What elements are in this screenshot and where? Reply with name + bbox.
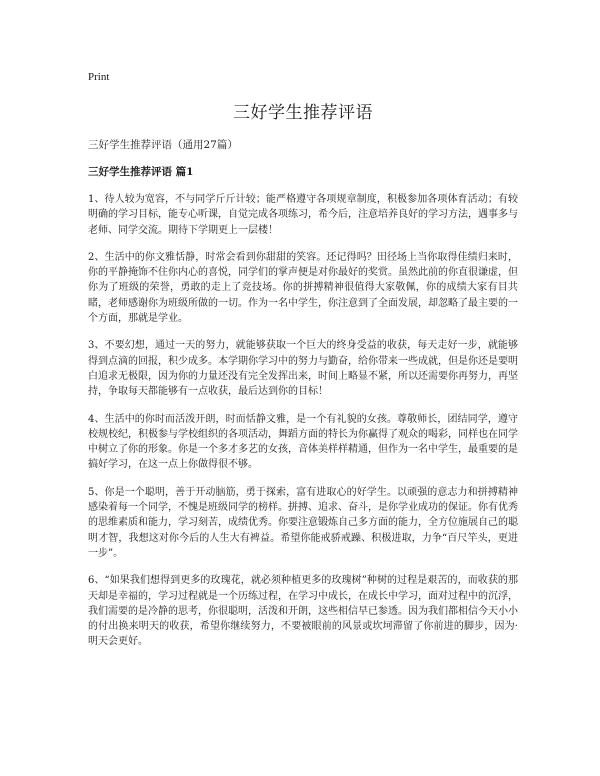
paragraph-4: 4、生活中的你时而活泼开朗，时而恬静文雅，是一个有礼貌的女孩。尊敬师长，团结同学，遵守校规校纪，积极参与学校组织的各项活动，舞蹈方面的特长为你赢得了观众的喝彩，同样也在同学中树立了你的形象。你是一个多才多艺的女孩，音体美样样精通，但作为一名中学生，最重要的是搞好学习，在这一点上你做得很不够。 — [88, 413, 518, 471]
document-subtitle: 三好学生推荐评语（通用27篇） — [88, 139, 238, 151]
document-page — [88, 70, 518, 662]
paragraph-1: 1、待人较为宽容，不与同学斤斤计较；能严格遵守各项规章制度，积极参加各项体育活动；有较明确的学习目标，能专心听课，自觉完成各项练习，希今后，注意培养良好的学习方法，遇事多与老师、同学交流。期待下学期更上一层楼！ — [88, 194, 518, 236]
paragraph-3: 3、不要幻想，通过一天的努力，就能够获取一个巨大的终身受益的收获，每天走好一步，就能够得到点滴的回报，积少成多。本学期你学习中的努力与勤奋，给你带来一些成就，但是你还是要明白追求无极限，因为你的力量还没有完全发挥出来，时间上略显不紧，所以还需要你再努力，再坚持，争取每天都能够有一点收获，最后达到你的目标！ — [88, 340, 518, 398]
paragraph-2: 2、生活中的你文雅恬静，时常会看到你甜甜的笑容。还记得吗？田径场上当你取得佳绩归来时，你的平静掩饰不住你内心的喜悦，同学们的掌声便是对你最好的奖赏。虽然此前的你直很谦虚，但你为了班级的荣誉，勇敢的走上了竞技场。你的拼搏精神很值得大家敬佩，你的成绩大家有目共睹，老师感谢你为班级所做的一切。作为一名中学生，你注意到了全面发展，却忽略了最主要的一个方面，那就是学业。 — [88, 251, 518, 325]
paragraph-5: 5、你是一个聪明，善于开动脑筋，勇于探索，富有进取心的好学生。以顽强的意志力和拼搏精神感染着每一个同学，不愧是班级同学的榜样。拼搏、追求、奋斗，是你学业成功的保证。你有优秀的思维素质和能力，学习刻苦，成绩优秀。你要注意锻炼自己多方面的能力，全方位施展自己的聪明才智，我想这对你今后的人生大有裨益。希望你能戒骄戒躁、积极进取，力争“百尺竿头，更进一步”。 — [88, 486, 518, 559]
section-heading: 三好学生推荐评语 篇1 — [88, 166, 194, 178]
print-label[interactable]: Print — [88, 71, 110, 83]
paragraph-6: 6、“如果我们想得到更多的玫瑰花，就必须种植更多的玫瑰树”种树的过程是艰苦的，而收获的那天却是幸福的，学习过程就是一个历练过程，在学习中成长，在成长中学习，面对过程中的沉浮，我们需要的是冷静的思考，你很聪明，活泼和开朗，这些相信早已参透。因为我们都相信今天小小的付出换来明天的收获，希望你继续努力，不要被眼前的风景或坎坷滞留了你前进的脚步，因为·明天会更好。 — [88, 575, 518, 648]
page-title: 三好学生推荐评语 — [233, 103, 373, 123]
